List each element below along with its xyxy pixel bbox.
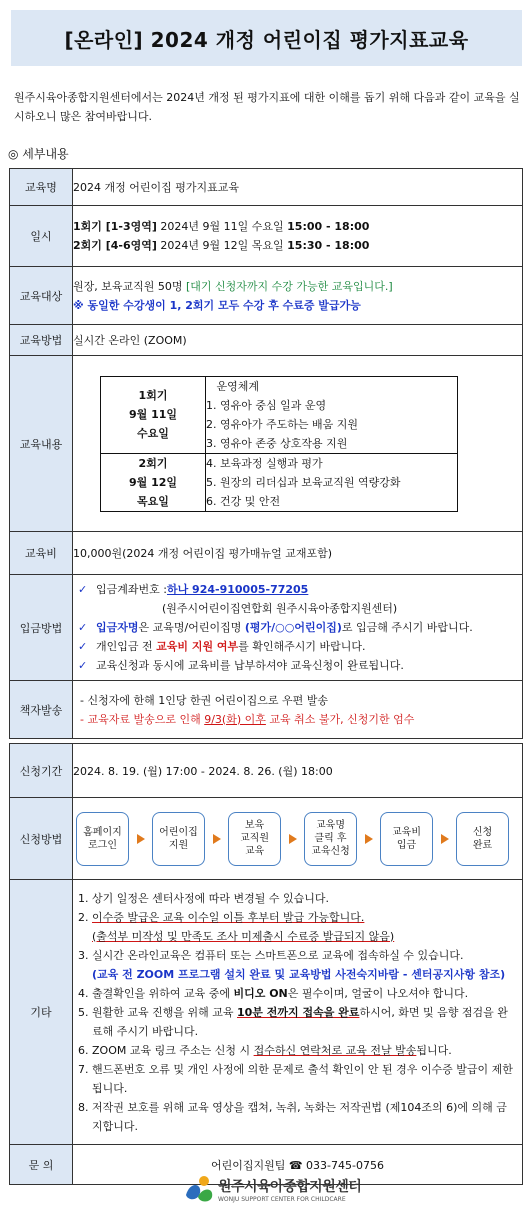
note-item (92, 1003, 522, 1041)
schedule-row-2 (101, 453, 458, 511)
book-line2: - 교육자료 발송으로 인해 (80, 712, 205, 726)
value-fee: 10,000원(2024 개정 어린이집 평가매뉴얼 교재포함) (73, 532, 523, 575)
session1-head: 1회기 [1-3영역] (73, 220, 157, 233)
depositor-text: 은 교육명/어린이집명 (138, 621, 245, 634)
step-staff-education: 보육 교직원 교육 (228, 812, 281, 866)
label-content: 교육내용 (10, 356, 73, 532)
note-text: 저작권 보호를 위해 교육 영상을 캡쳐, 녹취, 녹화는 저작권법 (제104조의 6)에 의해 금지합니다. (92, 1100, 507, 1133)
step-daycare-support: 어린이집 지원 (152, 812, 205, 866)
s2-item: 4. 보육과정 실행과 평가 (206, 456, 323, 470)
arrow-right-icon (289, 834, 297, 844)
org-logo (180, 1173, 361, 1205)
note-item (92, 1060, 522, 1098)
note-text: 핸드폰번호 오류 및 개인 사정에 의한 문제로 출석 확인이 안 된 경우 이수증 발급이 제한됩니다. (92, 1062, 513, 1095)
label-book: 책자발송 (10, 681, 73, 739)
value-book (73, 681, 523, 739)
check-icon: ✓ (78, 640, 88, 653)
note-item (92, 946, 522, 984)
note-item (92, 908, 522, 946)
label-contact: 문 의 (10, 1145, 73, 1185)
note-highlight: 접수하신 연락처로 교육 전날 발송 (253, 1043, 417, 1057)
s1-item: 1. 영유아 중심 일과 운영 (206, 398, 327, 412)
value-content (73, 356, 523, 532)
s1-item: 운영체계 (206, 379, 259, 393)
label-target: 교육대상 (10, 267, 73, 325)
s2-item: 5. 원장의 리더십과 보육교직원 역량강화 (206, 475, 401, 489)
target-note: [대기 신청자까지 수강 가능한 교육입니다.] (186, 279, 393, 293)
section-heading: ◎ 세부내용 (8, 147, 69, 161)
org-name: 원주시육아종합지원센터 (218, 1178, 362, 1195)
step-login: 홈페이지 로그인 (76, 812, 129, 866)
value-deposit (73, 575, 523, 681)
value-method: 실시간 온라인 (ZOOM) (73, 325, 523, 356)
session2-head: 2회기 [4-6영역] (73, 239, 157, 252)
value-contact: 어린이집지원팀 ☎ 033-745-0756 (73, 1145, 523, 1185)
note-text: 출결확인을 위하여 교육 중에 (92, 986, 234, 1000)
schedule-items1 (206, 376, 458, 453)
s1-day: 수요일 (137, 427, 169, 440)
check-icon: ✓ (78, 583, 88, 596)
row-method (10, 325, 523, 356)
label-method: 교육방법 (10, 325, 73, 356)
value-target (73, 267, 523, 325)
book-line1: - 신청자에 한해 1인당 한권 어린이집으로 우편 발송 (80, 693, 328, 707)
personal-highlight: 교육비 지원 여부 (156, 640, 239, 653)
schedule-session2 (101, 453, 206, 511)
apply-text: 교육신청과 동시에 교육비를 납부하셔야 교육신청이 완료됩니다. (96, 659, 404, 672)
check-icon: ✓ (78, 659, 88, 672)
schedule-table (100, 376, 458, 512)
row-target (10, 267, 523, 325)
note-item (92, 889, 522, 908)
note-item (92, 1098, 522, 1136)
session1-time: 15:00 - 18:00 (287, 220, 370, 233)
session2-date: 2024년 9월 12일 목요일 (156, 239, 288, 252)
row-name (10, 169, 523, 206)
target-certificate-note: ※ 동일한 수강생이 1, 2회기 모두 수강 후 수료증 발급가능 (73, 298, 361, 312)
target-text: 원장, 보육교직원 50명 (73, 279, 186, 293)
label-fee: 교육비 (10, 532, 73, 575)
step-apply-course: 교육명 클릭 후 교육신청 (304, 812, 357, 866)
arrow-right-icon (137, 834, 145, 844)
note-subtext: (출석부 미작성 및 만족도 조사 미제출시 수료증 발급되지 않음) (92, 929, 395, 943)
value-period: 2024. 8. 19. (월) 17:00 - 2024. 8. 26. (월) 18:00 (73, 744, 523, 798)
note-text-end: 은 필수이며, 얼굴이 나오셔야 합니다. (287, 986, 469, 1000)
note-text: 실시간 온라인교육은 컴퓨터 또는 스마트폰으로 교육에 접속하실 수 있습니다. (92, 948, 464, 962)
s1-date: 9월 11일 (128, 408, 178, 421)
account-owner: (원주시어린이집연합회 원주시육아종합지원센터) (162, 602, 398, 615)
row-fee (10, 532, 523, 575)
label-etc: 기타 (10, 880, 73, 1145)
row-deposit (10, 575, 523, 681)
note-highlight: 비디오 ON (233, 986, 288, 1000)
org-name-en: WONJU SUPPORT CENTER FOR CHILDCARE (218, 1195, 346, 1203)
note-text-end: 하시어, 화면 및 음향 점검을 완료해 주시기 바랍니다. (92, 1005, 508, 1038)
book-line2-end: 교육 취소 불가, 신청기한 엄수 (265, 712, 415, 726)
note-text-end: 됩니다. (416, 1043, 452, 1057)
label-name: 교육명 (10, 169, 73, 206)
value-how (73, 798, 523, 880)
schedule-session1 (101, 376, 206, 453)
note-text: 이수증 발급은 교육 이수일 이틀 후부터 발급 가능합니다. (92, 910, 365, 924)
schedule-items2 (206, 453, 458, 511)
personal-text-end: 를 확인해주시기 바랍니다. (238, 640, 366, 653)
label-deposit: 입금방법 (10, 575, 73, 681)
value-etc (73, 880, 523, 1145)
value-name: 2024 개정 어린이집 평가지표교육 (73, 169, 523, 206)
row-content (10, 356, 523, 532)
s1-item: 3. 영유아 존중 상호작용 지원 (206, 436, 348, 450)
session2-time: 15:30 - 18:00 (287, 239, 370, 252)
note-highlight: 10분 전까지 접속을 완료 (237, 1005, 360, 1019)
account-label: 입금계좌번호 : (96, 583, 167, 596)
apply-table (9, 743, 523, 1185)
step-complete: 신청 완료 (456, 812, 509, 866)
value-date (73, 206, 523, 267)
depositor-format: (평가/○○어린이집) (244, 621, 342, 634)
depositor-label: 입금자명 (96, 621, 139, 634)
note-item (92, 1041, 522, 1060)
s2-day: 목요일 (137, 494, 169, 508)
schedule-row-1 (101, 376, 458, 453)
step-payment: 교육비 입금 (380, 812, 433, 866)
s2-item: 6. 건강 및 안전 (206, 494, 281, 508)
note-text: 원활한 교육 진행을 위해 교육 (92, 1005, 237, 1019)
apply-steps (76, 812, 522, 866)
arrow-right-icon (213, 834, 221, 844)
note-text: 상기 일정은 센터사정에 따라 변경될 수 있습니다. (92, 891, 329, 905)
notes-list (76, 889, 522, 1136)
logo-mark-icon (180, 1173, 218, 1205)
row-book (10, 681, 523, 739)
s1-item: 2. 영유아가 주도하는 배움 지원 (206, 417, 358, 431)
session1-date: 2024년 9월 11일 수요일 (156, 220, 288, 233)
label-date: 일시 (10, 206, 73, 267)
note-text: ZOOM 교육 링크 주소는 신청 시 (92, 1043, 254, 1057)
page-title: [온라인] 2024 개정 어린이집 평가지표교육 (11, 10, 522, 66)
row-etc (10, 880, 523, 1145)
arrow-right-icon (441, 834, 449, 844)
s2-date: 9월 12일 (128, 475, 178, 489)
s1-label: 1회기 (138, 389, 168, 402)
row-date (10, 206, 523, 267)
book-deadline: 9/3(화) 이후 (204, 712, 266, 726)
row-period (10, 744, 523, 798)
account-number: 하나 924-910005-77205 (166, 583, 309, 596)
depositor-text-end: 로 입금해 주시기 바랍니다. (341, 621, 473, 634)
check-icon: ✓ (78, 621, 88, 634)
note-subtext: (교육 전 ZOOM 프로그램 설치 완료 및 교육방법 사전숙지바람 - 센터공지사항 참조) (92, 967, 506, 981)
row-how (10, 798, 523, 880)
detail-table (9, 168, 523, 739)
intro-text: 원주시육아종합지원센터에서는 2024년 개정 된 평가지표에 대한 이해를 돕기 위해 다음과 같이 교육을 실시하오니 많은 참여바랍니다. (14, 91, 520, 123)
s2-label: 2회기 (138, 456, 168, 470)
label-how: 신청방법 (10, 798, 73, 880)
arrow-right-icon (365, 834, 373, 844)
label-period: 신청기간 (10, 744, 73, 798)
note-item (92, 984, 522, 1003)
personal-text: 개인입금 전 (96, 640, 157, 653)
